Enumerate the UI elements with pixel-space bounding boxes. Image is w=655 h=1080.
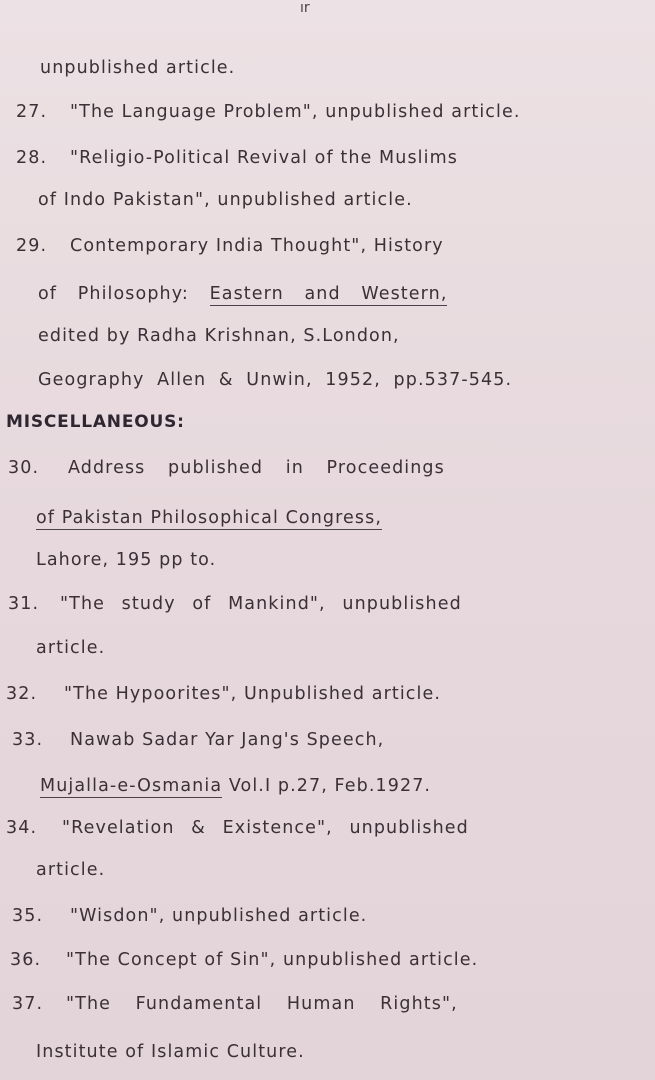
line-text: of Indo Pakistan", unpublished article. bbox=[38, 190, 413, 210]
entry-number: 27. bbox=[16, 102, 48, 122]
line-text bbox=[40, 776, 431, 796]
line-text-part: Vol.I p.27, Feb.1927. bbox=[222, 776, 432, 796]
entry-number: 34. bbox=[6, 818, 38, 838]
underlined-title: of Pakistan Philosophical Congress, bbox=[36, 508, 383, 528]
line-text: "Wisdon", unpublished article. bbox=[70, 906, 368, 926]
line-text-part: of Philosophy: bbox=[38, 284, 189, 304]
line-text: "The Concept of Sin", unpublished article. bbox=[66, 950, 479, 970]
entry-number: 29. bbox=[16, 236, 48, 256]
line-text: Institute of Islamic Culture. bbox=[36, 1042, 305, 1062]
line-text: "Revelation & Existence", unpublished bbox=[62, 818, 469, 838]
line-text: Geography Allen & Unwin, 1952, pp.537-545. bbox=[38, 370, 513, 390]
line-text: Nawab Sadar Yar Jang's Speech, bbox=[70, 730, 385, 750]
entry-number: 35. bbox=[12, 906, 44, 926]
entry-number: 31. bbox=[8, 594, 40, 614]
entry-number: 36. bbox=[10, 950, 42, 970]
line-text: "The study of Mankind", unpublished bbox=[60, 594, 462, 614]
entry-number: 28. bbox=[16, 148, 48, 168]
line-text: Contemporary India Thought", History bbox=[70, 236, 444, 256]
underlined-title: Mujalla-e-Osmania bbox=[40, 776, 223, 796]
entry-number: 30. bbox=[8, 458, 40, 478]
line-text: article. bbox=[36, 638, 106, 658]
line-text: "The Hypoorites", Unpublished article. bbox=[64, 684, 442, 704]
line-text: article. bbox=[36, 860, 106, 880]
underlined-title: Eastern and Western, bbox=[209, 284, 448, 304]
line-text: Lahore, 195 pp to. bbox=[36, 550, 217, 570]
line-text bbox=[38, 284, 447, 304]
page-number: ır bbox=[300, 0, 310, 16]
section-heading: MISCELLANEOUS: bbox=[6, 412, 185, 432]
entry-number: 37. bbox=[12, 994, 44, 1014]
entry-number: 32. bbox=[6, 684, 38, 704]
line-text: "Religio-Political Revival of the Muslims bbox=[70, 148, 458, 168]
entry-number: 33. bbox=[12, 730, 44, 750]
line-text: "The Language Problem", unpublished article. bbox=[70, 102, 521, 122]
line-text: unpublished article. bbox=[40, 58, 236, 78]
line-text: edited by Radha Krishnan, S.London, bbox=[38, 326, 400, 346]
line-text: Address published in Proceedings bbox=[68, 458, 445, 478]
line-text: "The Fundamental Human Rights", bbox=[66, 994, 458, 1014]
